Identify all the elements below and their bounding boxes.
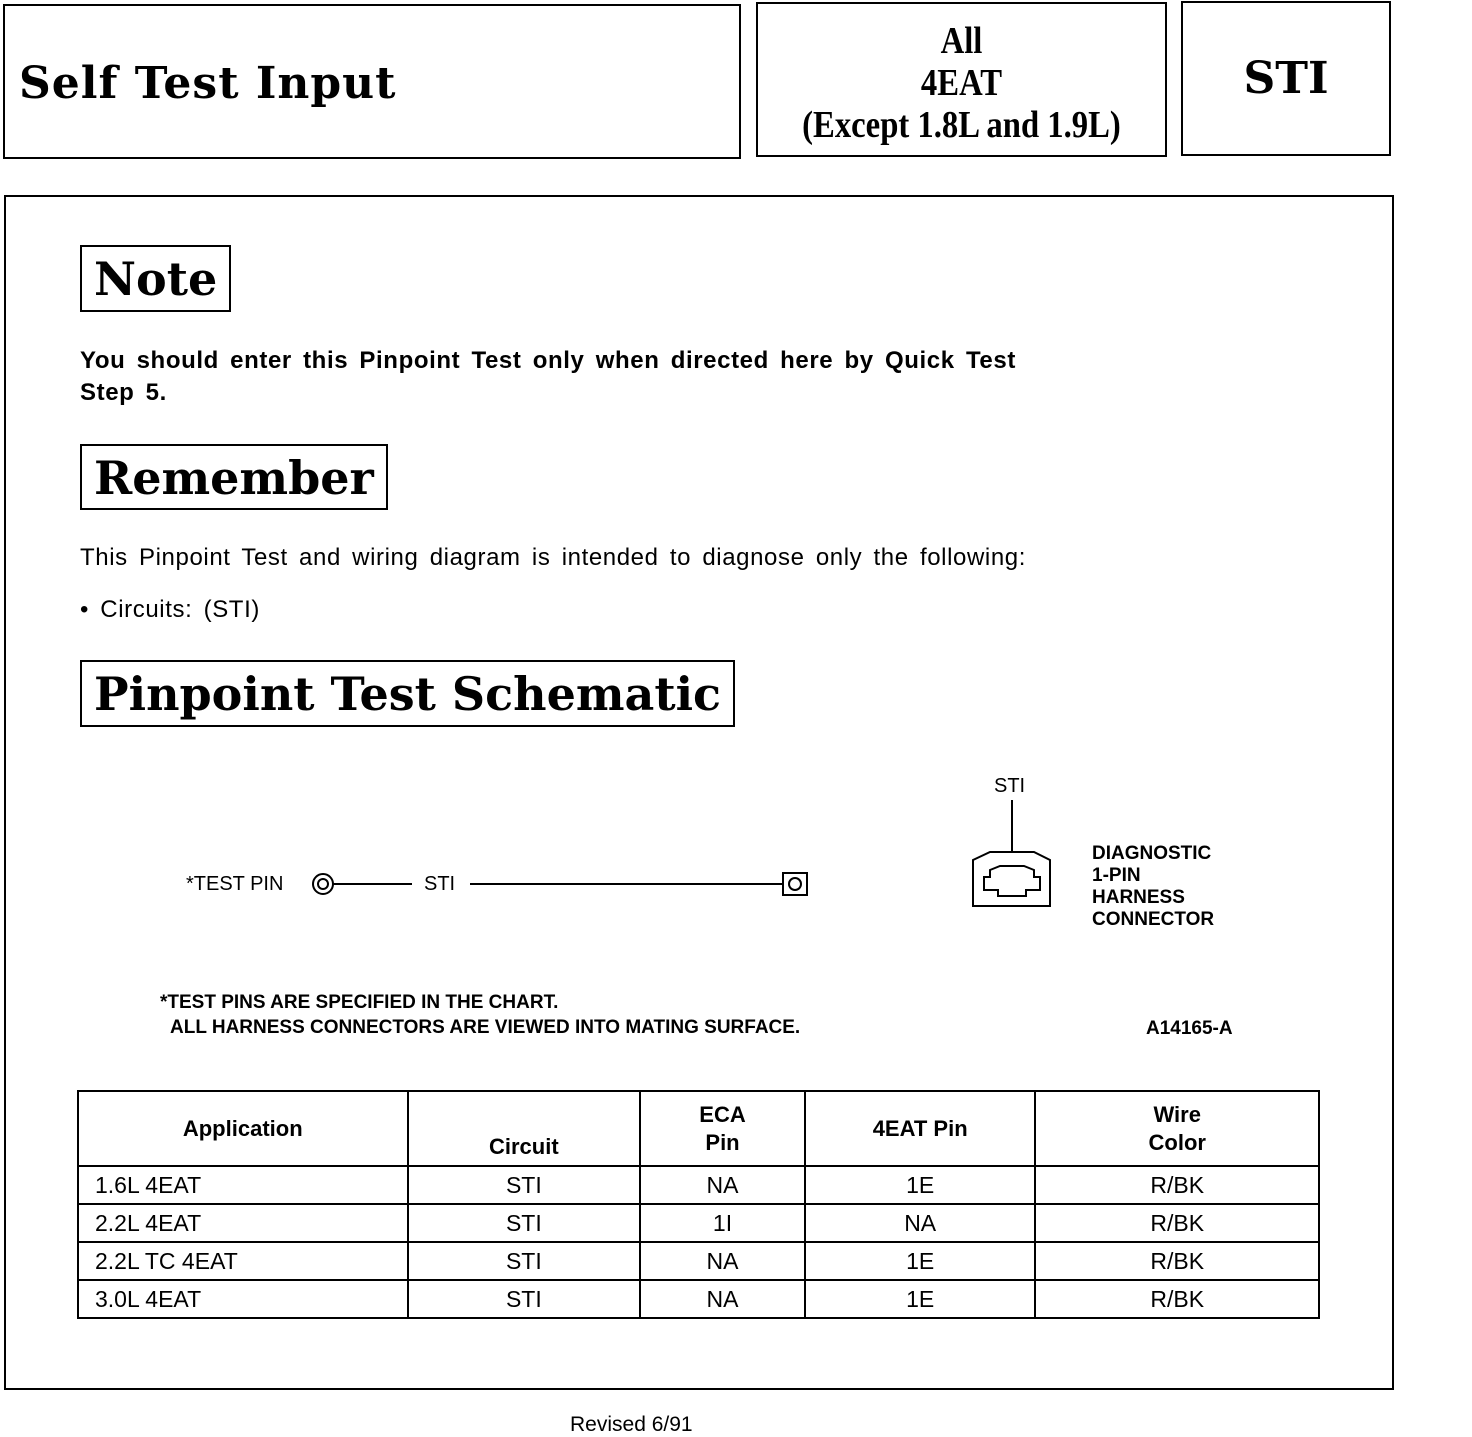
footnote-line: ALL HARNESS CONNECTORS ARE VIEWED INTO MATING SURFACE. [170, 1017, 801, 1038]
cell-eca-pin: NA [640, 1280, 805, 1318]
cell-application: 3.0L 4EAT [78, 1280, 408, 1318]
cell-wire-color: R/BK [1035, 1204, 1319, 1242]
connector-label-line: 1-PIN [1092, 865, 1141, 886]
cell-circuit: STI [408, 1242, 641, 1280]
table-row [78, 1166, 1319, 1204]
remember-text: This Pinpoint Test and wiring diagram is intended to diagnose only the following: [80, 544, 1026, 571]
cell-4eat-pin: 1E [805, 1280, 1036, 1318]
cell-circuit: STI [408, 1280, 641, 1318]
col-header-wire-color [1035, 1091, 1319, 1166]
cell-application: 2.2L 4EAT [78, 1204, 408, 1242]
note-text [80, 345, 1016, 409]
col-header-4eat-pin: 4EAT Pin [805, 1091, 1036, 1166]
cell-wire-color: R/BK [1035, 1242, 1319, 1280]
cell-4eat-pin: 1E [805, 1242, 1036, 1280]
cell-eca-pin: NA [640, 1242, 805, 1280]
cell-eca-pin: 1I [640, 1204, 805, 1242]
table-row [78, 1242, 1319, 1280]
col-header-eca-line: ECA [699, 1101, 746, 1127]
col-header-wire-line: Wire [1153, 1101, 1201, 1127]
header-application-box [756, 2, 1167, 157]
connector-label-line: CONNECTOR [1092, 909, 1215, 930]
cell-4eat-pin: NA [805, 1204, 1036, 1242]
figure-id: A14165-A [1146, 1018, 1233, 1039]
header-title-box [3, 4, 741, 159]
connector-pin-label: STI [994, 775, 1026, 797]
col-header-circuit: Circuit [408, 1091, 641, 1166]
cell-circuit: STI [408, 1166, 641, 1204]
cell-circuit: STI [408, 1204, 641, 1242]
cell-eca-pin: NA [640, 1166, 805, 1204]
cell-4eat-pin: 1E [805, 1166, 1036, 1204]
note-heading: Note [80, 245, 231, 312]
cell-application: 2.2L TC 4EAT [78, 1242, 408, 1280]
footnote-line: *TEST PINS ARE SPECIFIED IN THE CHART. [160, 992, 559, 1013]
page-title: Self Test Input [19, 58, 397, 109]
col-header-application: Application [78, 1091, 408, 1166]
connector-label-line: HARNESS [1092, 887, 1185, 908]
test-pin-label: *TEST PIN [186, 873, 284, 895]
col-header-eca-pin [640, 1091, 805, 1166]
connector-label-line: DIAGNOSTIC [1092, 843, 1212, 864]
col-header-wire-line: Color [1148, 1129, 1206, 1155]
revision-footer: Revised 6/91 [570, 1413, 693, 1436]
table-header-row [78, 1091, 1319, 1166]
cell-wire-color: R/BK [1035, 1280, 1319, 1318]
cell-application: 1.6L 4EAT [78, 1166, 408, 1204]
wiring-table [77, 1090, 1320, 1319]
circuit-code: STI [1243, 53, 1329, 104]
wire-label: STI [424, 873, 456, 895]
application-line: 4EAT [920, 62, 1003, 104]
application-line: (Except 1.8L and 1.9L) [802, 104, 1121, 146]
schematic-heading: Pinpoint Test Schematic [80, 660, 735, 727]
note-text-line: You should enter this Pinpoint Test only when directed here by Quick Test [80, 347, 1016, 374]
circuits-bullet: • Circuits: (STI) [80, 596, 260, 623]
cell-wire-color: R/BK [1035, 1166, 1319, 1204]
table-row [78, 1204, 1319, 1242]
header-code-box [1181, 1, 1391, 156]
note-text-line: Step 5. [80, 379, 167, 406]
connector-label [1092, 843, 1214, 931]
application-line: All [940, 20, 983, 62]
col-header-eca-line: Pin [705, 1129, 740, 1155]
remember-heading: Remember [80, 444, 388, 510]
table-row [78, 1280, 1319, 1318]
